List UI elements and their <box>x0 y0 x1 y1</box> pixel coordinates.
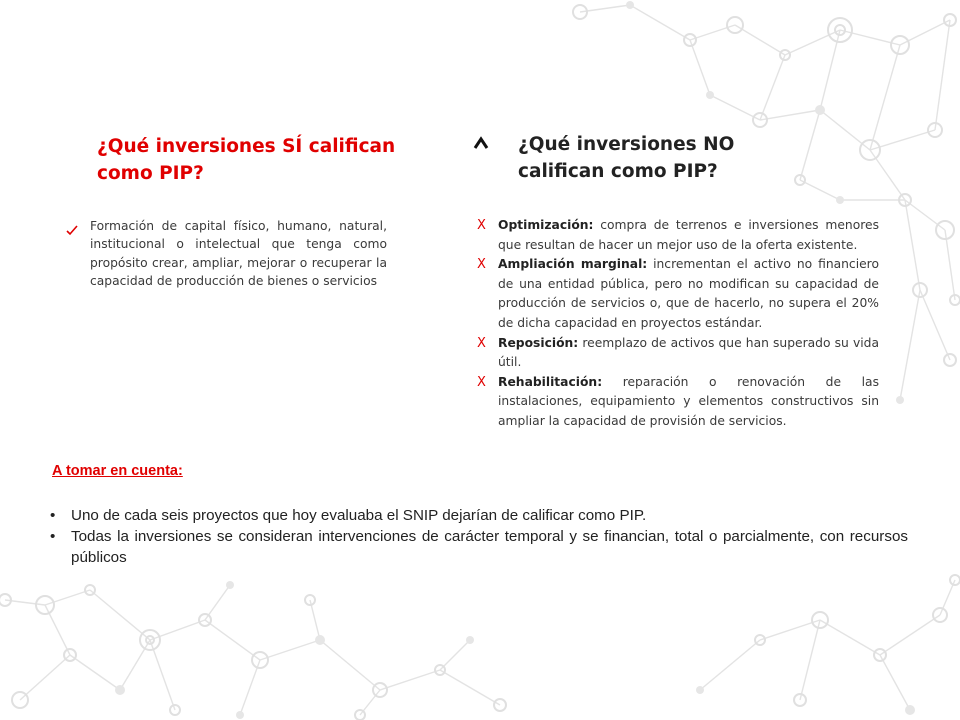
bullet-icon: • <box>50 507 56 524</box>
item-description: compra de terrenos e inversiones menores que resultan de hacer un mejor uso de la oferta existente. <box>498 218 879 252</box>
item-description: reemplazo de activos que han superado su vida útil. <box>498 335 879 370</box>
notes-title: A tomar en cuenta: <box>52 463 183 479</box>
network-pattern-bottom-right <box>696 575 960 715</box>
x-mark-icon: X <box>477 218 486 233</box>
no-qualify-item-optimizacion <box>477 216 879 255</box>
network-pattern-bottom-left <box>0 581 506 720</box>
bullet-icon: • <box>50 528 56 545</box>
no-qualify-item-rehabilitacion <box>477 373 879 432</box>
x-mark-icon: X <box>477 335 486 351</box>
x-mark-icon: X <box>477 257 486 273</box>
check-icon <box>66 224 78 236</box>
no-qualify-heading: ¿Qué inversiones NO califican como PIP? <box>518 134 735 182</box>
no-qualify-list <box>477 216 879 432</box>
caret-up-icon <box>473 136 489 150</box>
note-text: Todas la inversiones se consideran intervenciones de carácter temporal y se financian, total o parcialmente, con recursos públicos <box>71 528 908 566</box>
item-term: Reposición: <box>498 335 579 350</box>
item-term: Ampliación marginal: <box>498 257 648 272</box>
yes-qualify-item: Formación de capital físico, humano, natural, institucional o intelectual que tenga como propósito crear, ampliar, mejorar o recuperar la capacidad de producción de bienes o servicios <box>90 219 387 288</box>
note-item <box>50 526 908 568</box>
item-description: incrementan el activo no financiero de una entidad pública, pero no modifican su capacidad de producción de servicios o, que de hacerlo, no supera el 20% de dicha capacidad en proyectos estándar. <box>498 257 879 330</box>
item-term: Rehabilitación: <box>498 374 603 389</box>
x-mark-icon: X <box>477 374 486 390</box>
item-description: reparación o renovación de las instalaciones, equipamiento y elementos constructivos sin ampliar la capacidad de provisión de servicios. <box>498 374 879 428</box>
no-qualify-item-reposicion <box>477 334 879 373</box>
no-qualify-item-ampliacion <box>477 255 879 333</box>
yes-qualify-heading: ¿Qué inversiones SÍ califican como PIP? <box>97 136 396 184</box>
item-term: Optimización: <box>498 218 594 232</box>
note-text: Uno de cada seis proyectos que hoy evaluaba el SNIP dejarían de calificar como PIP. <box>71 507 647 524</box>
note-item <box>50 505 908 526</box>
notes-list <box>50 505 908 568</box>
